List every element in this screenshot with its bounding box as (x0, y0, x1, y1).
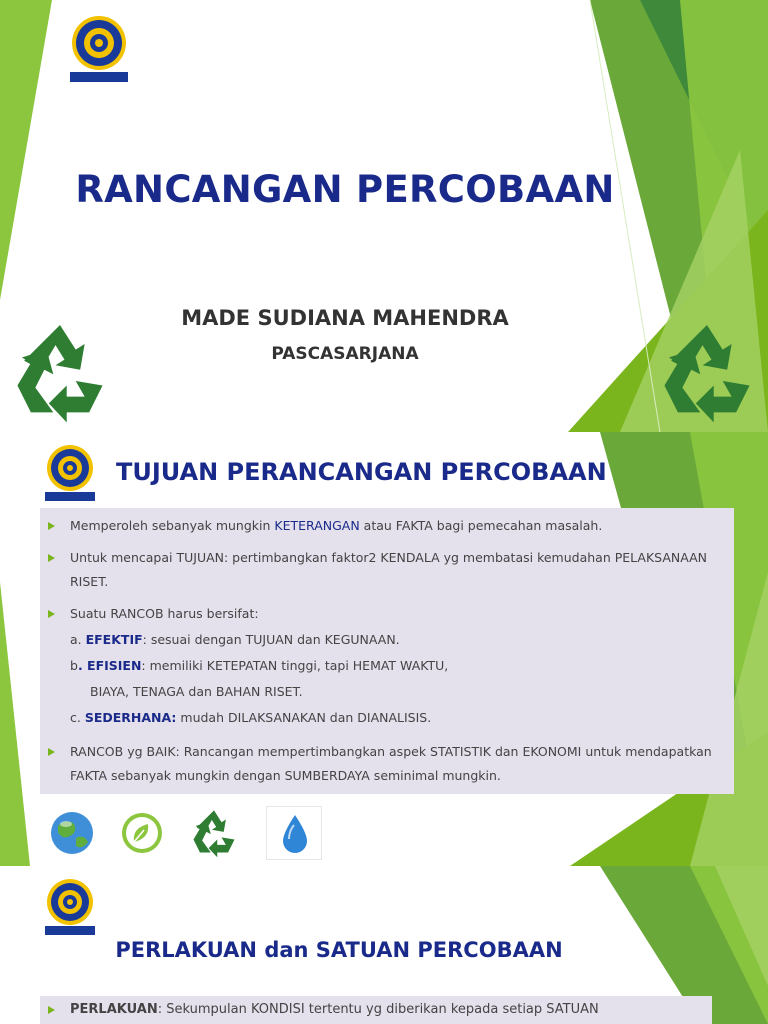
bullet-arrow-icon (48, 610, 55, 618)
university-logo (68, 14, 130, 84)
globe-icon (44, 806, 100, 860)
sub-item-b: b. EFISIEN: memiliki KETEPATAN tinggi, tapi HEMAT WAKTU, (70, 658, 449, 673)
slide-title: TUJUAN PERANCANGAN PERCOBAAN (116, 458, 607, 486)
bullet-2: Untuk mencapai TUJUAN: pertimbangkan faktor2 KENDALA yg membatasi kemudahan PELAKSANAAN RISET. (48, 546, 720, 594)
bullet-arrow-icon (48, 554, 55, 562)
department-name: PASCASARJANA (271, 344, 419, 364)
water-drop-icon (266, 806, 322, 860)
content-box (40, 996, 712, 1024)
bullet-arrow-icon (48, 748, 55, 756)
university-logo (44, 444, 96, 502)
title-slide (0, 0, 768, 432)
recycle-icon (648, 316, 766, 428)
bullet-arrow-icon (48, 522, 55, 530)
slide-title: PERLAKUAN dan SATUAN PERCOBAAN (115, 938, 563, 962)
author-name: MADE SUDIANA MAHENDRA (181, 306, 509, 330)
sub-item-c: c. SEDERHANA: mudah DILAKSANAKAN dan DIANALISIS. (70, 710, 432, 725)
leaf-icon (114, 806, 170, 860)
presentation-title: RANCANGAN PERCOBAAN (75, 168, 615, 211)
bullet-4: RANCOB yg BAIK: Rancangan mempertimbangkan aspek STATISTIK dan EKONOMI untuk mendapatkan FAKTA sebanyak mungkin dengan SUMBERDAYA seminimal mungkin. (48, 740, 720, 788)
treatment-slide (0, 866, 768, 1024)
bullet-1: PERLAKUAN: Sekumpulan KONDISI tertentu yg diberikan kepada setiap SATUAN (48, 1002, 599, 1017)
sub-item-b-cont: BIAYA, TENAGA dan BAHAN RISET. (90, 684, 303, 699)
bullet-1: Memperoleh sebanyak mungkin KETERANGAN atau FAKTA bagi pemecahan masalah. (48, 514, 720, 538)
content-box (40, 508, 734, 794)
bullet-3: Suatu RANCOB harus bersifat: (48, 602, 720, 626)
sub-item-a: a. EFEKTIF: sesuai dengan TUJUAN dan KEGUNAAN. (70, 632, 400, 647)
recycle-icon (186, 806, 242, 860)
objectives-slide (0, 432, 768, 866)
university-logo (44, 878, 96, 936)
bullet-arrow-icon (48, 1006, 55, 1014)
recycle-icon (0, 316, 120, 428)
